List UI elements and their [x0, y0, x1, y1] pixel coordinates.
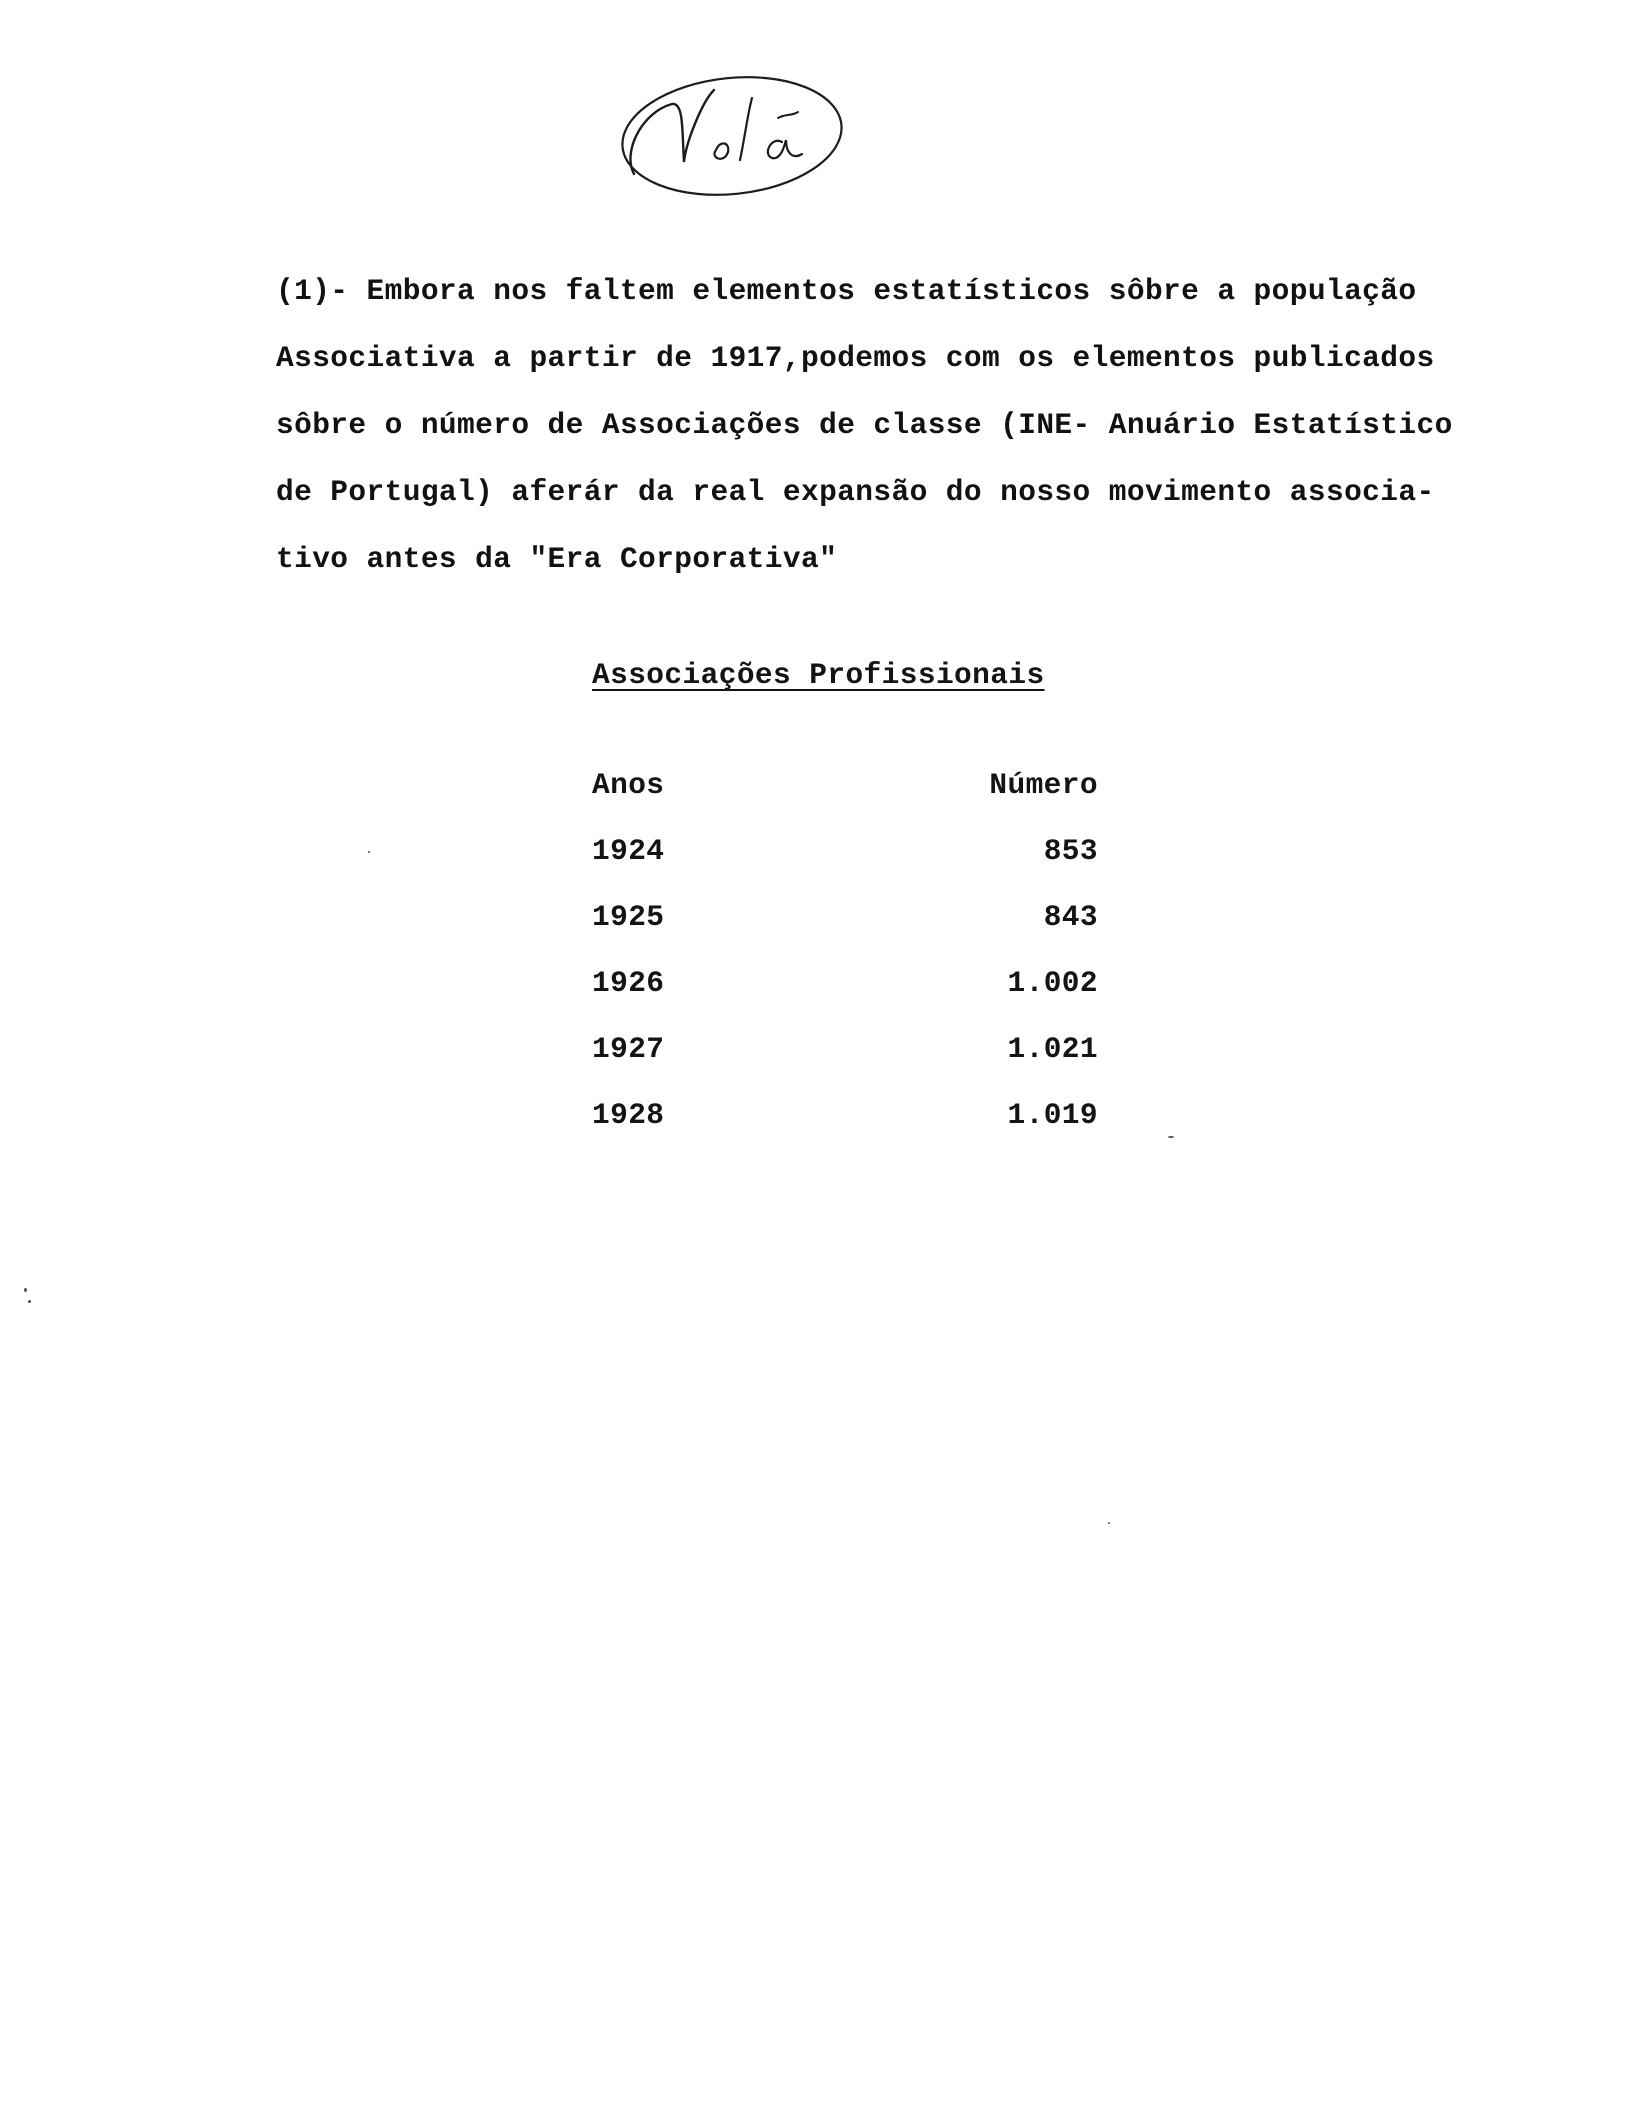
year-cell: 1926 — [592, 966, 665, 1000]
year-cell: 1924 — [592, 834, 665, 868]
table-row — [592, 1082, 1098, 1148]
footnote-line: tivo antes da "Era Corporativa" — [276, 542, 838, 576]
year-cell: 1928 — [592, 1098, 665, 1132]
number-cell: 1.021 — [1007, 1032, 1098, 1066]
table-header-row — [592, 752, 1098, 818]
number-cell: 843 — [1043, 900, 1098, 934]
number-cell: 853 — [1043, 834, 1098, 868]
year-cell: 1925 — [592, 900, 665, 934]
number-cell: 1.019 — [1007, 1098, 1098, 1132]
table-row — [592, 1016, 1098, 1082]
scan-speck — [368, 851, 370, 853]
table-title: Associações Profissionais — [592, 658, 1045, 692]
column-header-anos: Anos — [592, 768, 665, 802]
table-row — [592, 884, 1098, 950]
handwritten-note-nota — [612, 62, 852, 212]
column-header-numero: Número — [989, 768, 1098, 802]
associations-table — [592, 752, 1098, 1148]
circled-signature-icon — [612, 62, 852, 212]
scan-speck — [1168, 1136, 1174, 1138]
footnote-line: sôbre o número de Associações de classe (INE- Anuário Estatístico — [276, 408, 1453, 442]
year-cell: 1927 — [592, 1032, 665, 1066]
scan-speck — [1108, 1522, 1110, 1524]
footnote-paragraph — [276, 258, 1596, 593]
table-row — [592, 818, 1098, 884]
footnote-line: Associativa a partir de 1917,podemos com os elementos publicados — [276, 341, 1435, 375]
scan-speck — [28, 1300, 31, 1303]
footnote-line: de Portugal) aferár da real expansão do nosso movimento associa- — [276, 475, 1435, 509]
table-row — [592, 950, 1098, 1016]
footnote-line: (1)- Embora nos faltem elementos estatísticos sôbre a população — [276, 274, 1417, 308]
number-cell: 1.002 — [1007, 966, 1098, 1000]
scan-speck — [24, 1288, 27, 1292]
